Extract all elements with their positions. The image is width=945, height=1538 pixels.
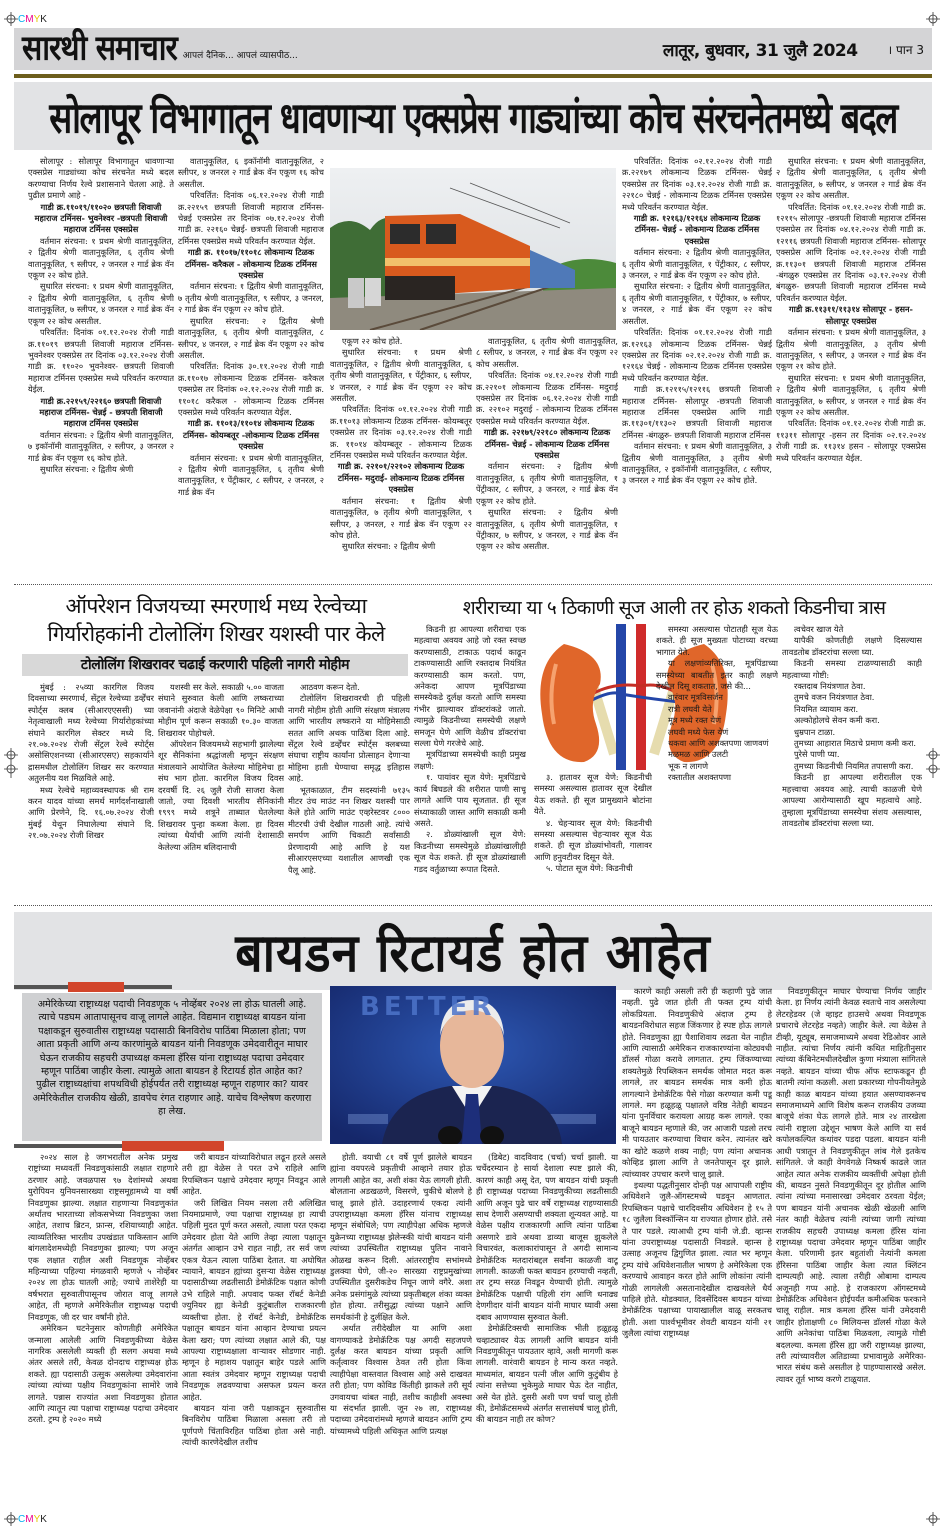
paragraph: गाडी क्र.११३११/११३१४ सोलापूर - हसन- सोलापूर एक्सप्रेस <box>789 304 913 326</box>
cmyk-mark-bottom: CMYK <box>18 1514 47 1525</box>
registration-mark-icon <box>4 1512 18 1526</box>
paragraph: परिवर्तित: दिनांक ०१.१२.२०२४ रोजी गाडी क्र. १२११५ सोलापूर -छत्रपती शिवाजी महाराज टर्मिनस एक्सप्रेस तर दिनांक ०४.१२.२०२४ रोजी गाडी क्र. १२११६ छत्रपती शिवाजी महाराज टर्मिनस- सोलापूर एक्सप्रेस आणि दिनांक ०२.१२.२०२४ रोजी गाडी क्र.११३०१ छत्रपती शिवाजी महाराज टर्मिनस -बंगळुरु एक्सप्रेस तर दिनांक ०३.१२.२०२४ रोजी बंगळुरु- छत्रपती शिवाजी महाराज टर्मिनस मध्ये परिवर्तन करण्यात येईल. <box>776 201 926 303</box>
article2-column <box>28 682 154 894</box>
article4-column <box>776 986 926 1484</box>
article1-column <box>330 336 472 574</box>
masthead-rule <box>14 74 932 78</box>
paragraph: कारणे काही असली तरी ही कहाणी पुढे जात नव्हती. पुढे जात होती ती फक्त ट्रम्प यांची लोकप्रियता. निवडणुकीचे अंदाज ट्रम्प हे बायडनविरोधात सहज जिंकणार हे स्पष्ट होऊ लागले होते. निवडणुका ह्या पैशाशिवाय लढता येत नाहीत आणि त्यासाठी अमेरिकन राजकारण्यांना कोट्यवधी डॉलर्स गोळा करावे लागतात. ट्रम्प जिंकण्याच्या शक्यतेमुळे रिपब्लिकन समर्थक जोमात मदत करू लागले, तर बायडन समर्थक मात्र कमी होऊ लागल्याने डेमोक्रॅटिक पैसे गोळा करण्यात कमी पडू लागले. मग हळूहळू पक्षातले वरिष्ठ नेतेही बायडन यांना पुनर्विचार करायला आग्रह करू लागले. एका बाजूने बायडन म्हणाले की, जर आजारी पडलो तरच मी पायउतार करण्याचा विचार करेन. त्यानंतर खरे का खोटे कळणे शक्य नाही; पण त्यांना अचानक कोव्हिड झाला आणि ते जनतेपासून दूर झाले. त्यांच्यावर उपचार करणे चालू झाले. <box>622 986 772 1179</box>
paragraph: मळमळ आणि उलटी <box>668 749 729 760</box>
registration-mark-icon <box>4 12 18 26</box>
registration-mark-icon <box>926 12 940 26</box>
paragraph: आठवण करून देतो. <box>300 682 360 692</box>
registration-mark-icon <box>926 748 940 778</box>
article1-headline-banner <box>14 82 932 150</box>
registration-mark-icon <box>926 1512 940 1526</box>
article3-column <box>414 624 526 896</box>
biden-photo <box>330 986 616 1144</box>
paragraph: परिवर्तित: दिनांक ०१.१२.२०२४ रोजी गाडी क्र.११०१९ छत्रपती शिवाजी महाराज टर्मिनस- भुवनेश्वर एक्सप्रेस तर दिनांक ०३.१२.२०२४ रोजी गाडी क्र. ११०२० भुवनेश्वर- छत्रपती शिवाजी महाराज टर्मिनस एक्सप्रेस मध्ये परिवर्तन करण्यात येईल. <box>28 327 174 395</box>
paragraph: थकवा आणि अशक्तपणा जाणवणं <box>668 738 769 749</box>
paragraph: रक्तदाब नियंत्रणात ठेवा. <box>794 681 866 692</box>
article4-headline: बायडन रिटायर्ड होत आहेत <box>235 921 711 984</box>
paragraph: ३. हातावर सूज येणे: किडनीची समस्या असल्यास हातावर सूज देखील येऊ शकते. ही सूज प्रामुख्याने बोटांना येते. <box>534 772 652 817</box>
paragraph: रात्री लघवी येते <box>668 703 712 714</box>
paragraph: परिवर्तित: दिनांक ०६.१२.२०२४ रोजी गाडी क्र.२२१५९ छत्रपती शिवाजी महाराज टर्मिनस- चेन्नई एक्सप्रेस तर दिनांक ०७.१२.२०२४ रोजी गाडी क्र. २२१६० चेन्नई- छत्रपती शिवाजी महाराज टर्मिनस एक्सप्रेस मध्ये परिवर्तन करण्यात येईल. <box>178 190 324 246</box>
paragraph: सुधारित संरचना: १ प्रथम श्रेणी वातानुकूलित, २ द्वितीय श्रेणी वातानुकूलित, ६ तृतीय श्रेणी वातानुकूलित, ७ स्लीपर, ४ जनरल २ गार्ड ब्रेक वॅन एकूण २२ कोच असतील. <box>776 156 926 201</box>
paragraph: गाडी क्र. ११०१७/११०१८ लोकमान्य टिळक टर्मिनस- करैकल - लोकमान्य टिळक टर्मिनस एक्सप्रेस <box>185 247 317 281</box>
article2-subheadline: टोलोलिंग शिखरावर चढाई करणारी पहिली नागरी मोहीम <box>22 654 408 676</box>
dateline: लातूर, बुधवार, 31 जुलै 2024 <box>662 40 858 61</box>
paragraph: लघवी मध्ये फेस येणं <box>668 726 729 737</box>
section-divider <box>14 584 932 585</box>
cmyk-mark-top: CMYK <box>18 14 47 25</box>
paragraph: रक्तातील अशक्तपणा <box>668 772 732 783</box>
article4-headline-banner <box>14 912 932 990</box>
paragraph: एकूण २२ कोच होते. <box>342 336 403 346</box>
backdrop-text: BETTER <box>360 992 496 1022</box>
article1-column <box>28 156 174 574</box>
paragraph: वातानुकूलित, ६ इकॉनॉमी वातानुकूलित, २ स्लीपर, ४ जनरल २ गार्ड ब्रेक वॅन एकूण १६ कोच असतील. <box>178 156 324 189</box>
paragraph: वर्तमान संरचना: २ द्वितीय श्रेणी वातानुकूलित, ७ इकॉनॉमी वातानुकूलित, २ स्लीपर, ३ जनरल २ गार्ड ब्रेक वॅन एकूण १६ कोच होते. <box>28 429 174 463</box>
article4-column <box>28 1152 178 1484</box>
paragraph: गाडी क्र. २२१०१/२२१०२ लोकमान्य टिळक टर्मिनस- मदुराई- लोकमान्य टिळक टर्मिनस एक्सप्रेस <box>337 461 465 495</box>
paragraph: सुधारित संरचना: २ द्वितीय श्रेणी वातानुकूलित, ६ तृतीय श्रेणी वातानुकूलित, १ पेंट्रीकार, ७ स्लीपर, ४ जनरल, २ गार्ड ब्रेक वॅन एकूण २२ कोच असतील. <box>476 507 618 552</box>
paragraph: तुमच्या आहारात मिठाचे प्रमाण कमी करा. <box>794 738 917 749</box>
paragraph: किडनी समस्या टाळण्यासाठी काही महत्वाच्या गोष्टी: <box>782 658 922 680</box>
paragraph: गाडी क्र. २२१७९/२२१८० लोकमान्य टिळक टर्मिनस- चेन्नई - लोकमान्य टिळक टर्मिनस एक्सप्रेस <box>483 427 611 461</box>
paragraph: होती. वयाची ८१ वर्षे पूर्ण झालेले बायडन ह्यांना वयपरत्वे प्रकृतीची आव्हाने तयार होऊ लागली आहेत का, अशी शंका येऊ लागली होती. बोलताना अडखळणे, विसरणे, चुकीचे बोलणे हे चालू झाले होते. उदाहरणार्थ एकदा त्यांनी उपराष्ट्राध्यक्षा कमला हॅरिस यांनाच राष्ट्राध्यक्ष म्हणून संबोधिले; पण त्याहीपेक्षा अधिक म्हणजे युक्रेनच्या राष्ट्राध्यक्ष झेलेन्स्की यांची बायडन यांनी त्यांच्या उपस्थितीत राष्ट्राध्यक्ष पुतिन नावाने ओळख करून दिली. आंतरराष्ट्रीय सभांमध्ये डुलक्या घेणे, जी-२० सारख्या राष्ट्रप्रमुखांच्या उपस्थितीत दुसरीकडेच निघून जाणे वगैरे. अशा अनेक प्रसंगांमुळे त्यांच्या प्रकृतीबद्दल शंका व्यक्त होत होत्या. तरीसुद्धा त्यांच्या पक्षाने आणि समर्थकांनी हे दुर्लक्षित केले. <box>330 1152 472 1322</box>
paragraph: मुंबई : २५व्या कारगिल विजय दिवसाच्या स्मरणार्थ, सेंट्रल रेल्वेच्या डर्व्हेंचर स्पोर्ट्स क्लब (सीआरएएससी) च्या नेतृत्वाखाली मध्य रेल्वेच्या गिर्यारोहकांच्या संघाने कारगिल सेक्टर मध्ये दि. २१.०७.२०२४ रोजी सेंट्रल रेल्वे स्पोर्ट्स असोसिएशनच्या (सीआरएसए) सहकार्याने द्रासमधील टोलोलिंग शिखर सर करण्यात अतुलनीय यश मिळविले आहे. <box>28 682 154 784</box>
section-divider <box>14 905 932 906</box>
paragraph: २. डोळ्यांखाली सूज येणे: किडनीच्या समस्येमुळे डोळ्यांखालीही सूज येऊ शकते. ही सूज डोळ्यांखाली गडद वर्तुळाच्या रूपात दिसते. <box>414 829 526 874</box>
paragraph: मध्य रेल्वेचे महाव्यवस्थापक श्री राम करन यादव यांच्या समर्थ मार्गदर्शनाखाली आणि प्रेरणेने, दि. १६.०७.२०२४ रोजी मुंबई येथून निघालेल्या संघाने दि. २१.०७.२०२४ रोजी शिखर <box>28 784 154 841</box>
article4-intro: अमेरिकेच्या राष्ट्राध्यक्ष पदाची निवडणूक ५ नोव्हेंबर २०२४ ला होऊ घातली आहे. त्याचे पडघम आतापासूनच वाजू लागले आहेत. विद्यमान राष्ट्राध्यक्ष बायडन यांना पक्षाकडून सुरुवातीस राष्ट्राध्यक्ष पदासाठी बिनविरोध पाठिंबा मिळाला होता; पण आता प्रकृती आणि अन्य कारणांमुळे बायडन यांनी निवडणूक उमेदवारीतून माघार घेऊन राजकीय सहचरी उपाध्यक्ष कमला हॅरिस यांना राष्ट्राध्यक्ष पदाचा उमेदवार म्हणून पाठिंबा जाहीर केला. त्यामुळे आता बायडन हे रिटायर्ड होत आहेत का? पुढील राष्ट्राध्यक्षांचा शपथविधी होईपर्यंत तरी राष्ट्राध्यक्ष म्हणून राहणार का? यावर अमेरिकेतील राजकीय खेळी, डावपेच रंगत राहणार आहे. याचेच विश्लेषण करणारा हा लेख. <box>22 993 322 1141</box>
paragraph: जरी बायडन यांच्याविरोधात लढून हरले असले तरी ह्या वेळेस ते परत उभे राहिले आणि रिपब्लिकन पक्षाचे उमेदवार म्हणून निवडून आले आहेत. <box>182 1152 326 1197</box>
paragraph: ऑपरेशन विजयमध्ये सहभागी झालेल्या शूर सैनिकांना श्रद्धांजली म्हणून संरक्षण मंत्रालयाने आयोजित केलेल्या मोहिमेचा हा संघ भाग होता. कारगिल विजय दिवस दरवर्षी दि. २६ जुलै रोजी साजरा केला जातो, ज्या दिवशी भारतीय सैनिकांनी १९९९ मध्ये शत्रूने ताब्यात घेतलेल्या शिखरावर पुन्हा कब्जा केला. हा दिवस त्यांच्या धैर्याची आणि त्यांनी देशासाठी केलेल्या अंतिम बलिदानाची <box>158 739 284 852</box>
paragraph: अल्कोहोलचे सेवन कमी करा. <box>794 715 880 726</box>
paragraph: गाडी क्र.११०१९/११०२० छत्रपती शिवाजी महाराज टर्मिनस- भुवनेश्वर -छत्रपती शिवाजी महाराज टर्मिनस एक्सप्रेस <box>34 201 168 235</box>
paragraph: सुधारित संरचना: १ प्रथम श्रेणी वातानुकूलित, २ द्वितीय श्रेणी वातानुकूलित, ६ तृतीय श्रेणी वातानुकूलित, ७ स्लीपर, ४ जनरल २ गार्ड ब्रेक वॅन एकूण २२ कोच असतील. <box>776 372 926 417</box>
intro-accent <box>68 982 124 992</box>
paragraph: वर्तमान संरचना: २ द्वितीय श्रेणी वातानुकूलित, ६ तृतीय श्रेणी वातानुकूलित, १ पेंट्रीकार, ८ स्लीपर, ३ जनरल, २ गार्ड ब्रेक वॅन एकूण २२ कोच होते. <box>476 461 618 506</box>
paragraph: वर्तमान संरचना: १ प्रथम श्रेणी वातानुकूलित, २ द्वितीय श्रेणी वातानुकूलित, ६ तृतीय श्रेणी वातानुकूलित, ९ स्लीपर, २ जनरल २ गार्ड ब्रेक वॅन एकूण २२ कोच होते. <box>28 235 174 281</box>
paragraph: किडनी हा आपल्या शरीराचा एक महत्वाचा अवयव आहे जो रक्त स्वच्छ करण्यासाठी, टाकाऊ पदार्थ काढून टाकण्यासाठी आणि रक्तदाब नियंत्रित करण्यासाठी काम करतो. पण, अनेकदा आपण मूत्रपिंडाच्या समस्येकडे दुर्लक्ष करतो आणि समस्या गंभीर झाल्यावर डॉक्टरांकडे जातो. त्यामुळे किडनीच्या समस्येची लक्षणे समजून घेणे आणि वेळीच डॉक्टरांचा सल्ला घेणे गरजेचे आहे. <box>414 624 526 749</box>
paragraph: मूत्र मध्ये रक्त येणं <box>668 715 722 726</box>
article2-column <box>158 682 284 894</box>
paragraph: भूक न लागणे <box>668 760 708 771</box>
paragraph: गाडी क्र.१२११५/१२११६ छत्रपती शिवाजी महाराज टर्मिनस- सोलापूर -छत्रपती शिवाजी महाराज टर्मिनस एक्सप्रेस आणि गाडी क्र.११३०१/११३०२ छत्रपती शिवाजी महाराज टर्मिनस -बंगळुरु- छत्रपती शिवाजी महाराज टर्मिनस <box>622 384 772 440</box>
paragraph: परिवर्तित: दिनांक ०४.१२.२०२४ रोजी गाडी क्र.२२१०१ लोकमान्य टिळक टर्मिनस- मदुराई एक्सप्रेस तर दिनांक ०६.१२.२०२४ रोजी गाडी क्र. २२१०२ मदुराई - लोकमान्य टिळक टर्मिनस एक्सप्रेस मध्ये परिवर्तन करण्यात येईल. <box>476 370 618 426</box>
paragraph: समस्या असल्यास पोटातही सूज येऊ शकते. ही सूज मुख्यतः पोटाच्या वरच्या भागात येते. <box>656 624 778 657</box>
paragraph: निवडणुकीतून माघार घेण्याचा निर्णय जाहीर केला. हा निर्णय त्यांनी केवळ स्वतःचे नाव असलेल्या लेटरहेडवर (जे व्हाइट हाउसचे अथवा निवडणूक प्रचाराचे लेटरहेड नव्हते) जाहीर केले. त्या वेळेस ते टीव्ही, यूट्यूब, समाजमाध्यमे अथवा रेडिओवर आले नाहीत. त्यांचा निर्णय त्यांनी कथित माहितीनुसार त्यांच्या कॅबिनेटमधीलदेखील कुणा मंत्र्याला सांगितले नव्हते. बायडन यांच्या चीफ ऑफ स्टाफकडून ही बातमी त्यांना कळली. अशा प्रकारच्या गोपनीयतेमुळे काही काळ बायडन यांच्या हयात असण्यावरूनच समाजमाध्यमे आणि विशेष करून राजकीय उजव्या बाजूचे शंका घेऊ लागले होते. मात्र २४ तारखेला त्यांनी राष्ट्राला उद्देशून भाषण केले आणि या सर्व कपोलकल्पित कथांवर पडदा पडला. बायडन यांनी आधी पत्रातून ते निवडणुकीतून लांब गेले इतकेच सांगितले. जे काही वेगवेगळे निष्कर्ष काढले जात आहेत त्यात अनेक राजकीय व्यक्तींची अपेक्षा होती की, बायडन नुसते निवडणुकीतून दूर होतील आणि त्यांना त्यांच्या मनासारखा उमेदवार ठरवता येईल; पण बायडन यांनी अचानक खेळी खेळली आणि नंतर काही वेळेतच त्यांनी त्यांच्या जागी त्यांच्या राजकीय सहचरी उपाध्यक्ष कमला हॅरिस यांना राष्ट्राध्यक्ष पदाचा उमेदवार म्हणून पाठिंबा जाहीर केला. परिणामी इतर बहुतांशी नेत्यांनी कमला हॅरिसना पाठिंबा जाहीर केला त्यात क्लिंटन दाम्पत्यही आहे. त्याला तरीही ओबामा दाम्पत्य अजूनही गप्प आहे. हे राजकारण ऑगस्टमध्ये डेमोक्रॅटिक अधिवेशन होईपर्यंत कमीअधिक फरकाने चालू राहील. मात्र कमला हॅरिस यांनी उमेदवारी जाहीर होताक्षणी ८० मिलियन्स डॉलर्स गोळा केले आणि अनेकांचा पाठिंबा मिळवला, त्यामुळे गोष्टी बदलल्या. कमला हॅरिस ह्या जरी राष्ट्राध्यक्ष झाल्या, तरी त्यांच्यावरील अतिडाव्या प्रभावामुळे अमेरिका-भारत संबंध कसे असतील हे पाहण्यासारखे असेल. त्यावर तूर्त भाष्य करणे टाळूयात. <box>776 986 926 1384</box>
newspaper-logo: सारथी समाचार <box>22 28 177 69</box>
paragraph: वर्तमान संरचना: १ प्रथम श्रेणी वातानुकूलित, ३ द्वितीय श्रेणी वातानुकूलित, ३ तृतीय श्रेणी वातानुकूलित, ९ स्लीपर, ३ जनरल २ गार्ड ब्रेक वॅन एकूण २१ कोच होते. <box>776 327 926 372</box>
paragraph: किडनी हा आपल्या शरीरातील एक महत्त्वाचा अवयव आहे. त्याची काळजी घेणे आपल्या आरोग्यासाठी खूप महत्वाचे आहे. तुम्हाला मूत्रपिंडाच्या समस्येचा संशय असल्यास, तावडतोब डॉक्टरांचा सल्ला घ्या. <box>782 772 922 828</box>
paragraph: तुमचे वजन नियंत्रणात ठेवा. <box>794 692 875 703</box>
paragraph: तुमच्या किडनीची नियमित तपासणी करा. <box>794 760 914 771</box>
paragraph: यापैकी कोणतीही लक्षणे दिसल्यास तावडतोब डॉक्टरांचा सल्ला घ्या. <box>782 635 922 657</box>
paragraph: वातानुकूलित, ६ तृतीय श्रेणी वातानुकूलित, ८ स्लीपर, ४ जनरल, २ गार्ड ब्रेक वॅन एकूण २२ कोच असतील. <box>476 336 618 369</box>
tagline: आपलं दैनिक... आपलं व्यासपीठ... <box>182 50 298 61</box>
paragraph: सुधारित संरचना: २ द्वितीय श्रेणी वातानुकूलित, ६ तृतीय श्रेणी वातानुकूलित, १ पेंट्रीकार, ७ स्लीपर, ४ जनरल, २ गार्ड ब्रेक वॅन एकूण २२ कोच असतील. <box>622 281 772 326</box>
paragraph: जरी लिखित नियम नसला तरी अलिखित नियमाप्रमाणे, ज्या पक्षाचा राष्ट्राध्यक्ष हा त्याची पहिली मुदत पूर्ण करत असतो, त्याला परत एकदा उमेदवार होता येते आणि तेव्हा त्याला पक्षातून अंतर्गत आव्हान उभे राहत नाही, तर सर्व जण एकत्र येऊन त्याला पाठिंबा देतात. या अघोषित न्यायाने, बायडन ह्यांच्या दुसऱ्या वेळेस राष्ट्राध्यक्ष पदासाठीच्या लढतीसाठी डेमोक्रॅटिक पक्षात कोणी उभे राहिले नाही. अपवाद फक्त रॉबर्ट केनेडी ज्युनियर ह्या केनेडी कुटुंबातील राजकारणी व्यक्तीचा होता. हे रॉबर्ट केनेडी, डेमोक्रॅटिक पक्षातून बायडन यांना आव्हान देण्याचा प्रयत्न केला खरा; पण त्यांच्या लक्षात आले की, पक्ष आपल्या राष्ट्राध्यक्षाला वाऱ्यावर सोडणार नाही. म्हणून हे महाशय पक्षातून बाहेर पडले आणि आता स्वतंत्र उमेदवार म्हणून राष्ट्राध्यक्ष पदाची निवडणूक लढवण्याचा असफल प्रयत्न करत आहेत. <box>182 1197 326 1402</box>
paragraph: परिवर्तित: दिनांक ३०.११.२०२४ रोजी गाडी क्र.११०१७ लोकमान्य टिळक टर्मिनस- करैकल एक्सप्रेस तर दिनांक ०२.१२.२०२४ रोजी गाडी क्र. ११०१८ करैकल - लोकमान्य टिळक टर्मिनस एक्सप्रेस मध्ये परिवर्तन करण्यात येईल. <box>178 361 324 417</box>
article3-column <box>782 624 922 896</box>
registration-mark-icon <box>4 748 18 778</box>
article2-headline: ऑपरेशन विजयच्या स्मरणार्थ मध्य रेल्वेच्या गिर्यारोहकांनी टोलोलिंग शिखर यशस्वी पार केले <box>47 594 385 646</box>
paragraph: वर्तमान संरचना: १ प्रथम श्रेणी वातानुकूलित, २ द्वितीय श्रेणी वातानुकूलित, ६ तृतीय श्रेणी वातानुकूलित, १ पेंट्रीकार, ८ स्लीपर, २ जनरल, २ गार्ड ब्रेक वॅन <box>178 452 324 497</box>
paragraph: वर्तमान संरचना: १ प्रथम श्रेणी वातानुकूलित, ३ द्वितीय श्रेणी वातानुकूलित, ३ तृतीय श्रेणी वातानुकूलित, २ इकॉनॉमी वातानुकूलित, ८ स्लीपर, ३ जनरल २ गार्ड ब्रेक वॅन एकूण २२ कोच होते. <box>622 441 772 486</box>
paragraph: परिवर्तित: दिनांक ०१.१२.२०२४ रोजी गाडी क्र.१२१६३ लोकमान्य टिळक टर्मिनस- चेन्नई एक्सप्रेस तर दिनांक ०२.१२.२०२४ रोजी गाडी क्र. १२१६४ चेन्नई - लोकमान्य टिळक टर्मिनस एक्सप्रेस मध्ये परिवर्तन करण्यात येईल. <box>622 327 772 383</box>
article4-column <box>622 986 772 1484</box>
paragraph: भूतकाळात, टीम सदस्यांनी ७१३५ मीटर उंच माउंट नन शिखर यशस्वी पार केले होते आणि माउंट एव्हरेस्टवर ८००० मीटरची उंची देखील गाठली आहे. त्यांचे समर्पण आणि चिकाटी सर्वांसाठी प्रेरणादायी आहे आणि हे यश सीआरएसएच्या यशातील आणखी एक पैलू आहे. <box>288 784 410 875</box>
paragraph: वर्तमान संरचना: २ द्वितीय श्रेणी वातानुकूलित, ६ तृतीय श्रेणी वातानुकूलित, १ पेंट्रीकार, ८ स्लीपर, ३ जनरल, २ गार्ड ब्रेक वॅन एकूण २२ कोच होते. <box>622 247 772 281</box>
intro-accent <box>122 1141 224 1151</box>
paragraph: गाडी क्र. १२१६३/१२१६४ लोकमान्य टिळक टर्मिनस- चेन्नई - लोकमान्य टिळक टर्मिनस एक्सप्रेस <box>633 213 761 246</box>
paragraph: पुरेसे पाणी प्या. <box>794 749 840 760</box>
train-photo <box>330 168 616 330</box>
paragraph: सुधारित संरचना: २ द्वितीय श्रेणी <box>40 463 134 474</box>
article1-column <box>476 336 618 574</box>
article1-column <box>178 156 324 574</box>
article1-column <box>776 156 926 574</box>
paragraph: ४. चेहऱ्यावर सूज येणे: किडनीची समस्या असल्यास चेहऱ्यावर सूज येऊ शकते. ही सूज डोळ्यांभोवती, गालावर आणि हनुवटीवर दिसून येते. <box>534 817 652 862</box>
paragraph: धुम्रपान टाळा. <box>794 726 836 737</box>
paragraph: त्वचेवर खाज येते <box>794 624 844 634</box>
paragraph: टोलोलिंग शिखरावरची ही पहिली नागरी मोहीम होती आणि संरक्षण मंत्रालय आणि भारतीय लष्कराने या मोहिमेसाठी सतत आणि अथक पाठिंबा दिला आहे. सेंट्रल रेल्वे डर्व्हेंचर स्पोर्ट्स क्लबच्या संघाचा राष्ट्रीय कार्यांना प्रोत्साहन देणाऱ्या मोहिमा हाती घेण्याचा समृद्ध इतिहास आहे. <box>288 693 410 784</box>
paragraph: डेमोक्रॅटिक्सची सामाजिक भीती हळूहळू चव्हाट्यावर येऊ लागली आणि बायडन यांनी निवडणुकीतून पायउतार व्हावे, अशी मागणी करू लागली. वारंवारी बायडन हे मान्य करत नव्हते. माध्यमांत, बायडन पत्नी जील आणि कुटुंबीय हे त्यांना सत्तेच्या भुकेमुळे माघार घेऊ देत नाहीत, असे येत होते. दुसरी अशी पण चर्चा चालू होती की, डेमोक्रॅटसमध्ये अंतर्गत सत्तासंघर्ष चालू होती, की बायडन नाही तर कोण? <box>476 1323 618 1425</box>
article3-column <box>656 624 778 896</box>
paragraph: १. पायांवर सूज येणे: मूत्रपिंडाचे कार्य बिघडले की शरीरात पाणी साचू लागते आणि पाय सूजतात. ही सूज संध्याकाळी जास्त आणि सकाळी कमी असते. <box>414 772 526 828</box>
paragraph: ५. पोटात सूज येणे: किडनीची <box>546 863 633 874</box>
paragraph: सुधारित संरचना: २ द्वितीय श्रेणी वातानुकूलित, ६ तृतीय श्रेणी वातानुकूलित, ८ स्लीपर, ४ जनरल, २ गार्ड ब्रेक वॅन एकूण २२ कोच असतील. <box>178 315 324 360</box>
article1-headline: सोलापूर विभागातून धावणाऱ्या एक्सप्रेस गाड्यांच्या कोच संरचनेतमध्ये बदल <box>49 93 897 144</box>
paragraph: सोलापूर : सोलापूर विभागातून धावणाऱ्या एक्सप्रेस गाड्यांच्या कोच संरचनेत मध्ये बदल करण्याचा निर्णय रेल्वे प्रशासनाने घेतला आहे. ते पुढील प्रमाणे आहे - <box>28 156 174 201</box>
paragraph: परिवर्तित: दिनांक ०१.१२.२०२४ रोजी गाडी क्र. ११३११ सोलापूर -हसन तर दिनांक ०२.१२.२०२४ रोजी गाडी क्र. ११३१४ हसन - सोलापूर एक्सप्रेस मध्ये परिवर्तन करण्यात येईल. <box>776 418 926 463</box>
paragraph: परिवर्तित: दिनांक ०२.१२.२०२४ रोजी गाडी क्र.२२१७९ लोकमान्य टिळक टर्मिनस- चेन्नई एक्सप्रेस तर दिनांक ०३.१२.२०२४ रोजी गाडी क्र. २२१८० चेन्नई - लोकमान्य टिळक टर्मिनस एक्सप्रेस मध्ये परिवर्तन करण्यात येईल. <box>622 156 772 212</box>
paragraph: वर्तमान संरचना: १ द्वितीय श्रेणी वातानुकूलित, ७ तृतीय श्रेणी वातानुकूलित, ९ स्लीपर, ३ जनरल, २ गार्ड ब्रेक वॅन एकूण २२ कोच होते. <box>330 495 472 540</box>
paragraph: बायडन यांना जरी पक्षाकडून सुरुवातीस बिनविरोध पाठिंबा मिळाला असला तरी तो पूर्णपणे चिंताविरहित पाठिंबा होता असे नाही. त्यांची कारणेदेखील तशीच <box>182 1402 326 1448</box>
article4-column <box>182 1152 326 1484</box>
paragraph: सुधारित संरचना: १ प्रथम श्रेणी वातानुकूलित, २ द्वितीय श्रेणी वातानुकूलित, ६ तृतीय श्रेणी वातानुकूलित, ७ स्लीपर, ४ जनरल २ गार्ड ब्रेक वॅन एकूण २२ कोच असतील. <box>28 281 174 326</box>
paragraph: २०२४ साल हे जगभरातील अनेक प्रमुख राष्ट्रांच्या मध्यवर्ती निवडणुकांसाठी लक्षात राहणारे ठरणार आहे. जवळपास ९७ देशांमध्ये अथवा युरोपियन युनियनसारख्या राष्ट्रसमूहामध्ये या वर्षी निवडणुका झाल्या. लक्षात राहणाऱ्या निवडणुकांत अर्थातच भारताच्या लोकसभेच्या निवडणुका जशा आहेत, तशाच ब्रिटन, फ्रान्स, रशियाच्याही आहेत. त्याव्यतिरिक्त भारतीय उपखंडात पाकिस्तान आणि बांगलादेशमध्येही निवडणुका झाल्या; पण अजून एक लक्षात राहील अशी निवडणूक नोव्हेंबर महिन्याच्या पहिल्या मंगळवारी म्हणजे ५ नोव्हेंबर २०२४ ला होऊ घातली आहे; ज्याचे ताशेरेही या वर्षभरात सुरुवातीपासूनच जोरात वाजू लागले आहेत, ती म्हणजे अमेरिकेतील राष्ट्राध्यक्ष पदाची निवडणूक, जी दर चार वर्षांनी होते. <box>28 1152 178 1322</box>
paragraph: इथल्या पद्धतीनुसार दोन्ही पक्ष आपापली राष्ट्रीय अधिवेशने जुलै-ऑगस्टमध्ये घडवून आणतात. रिपब्लिकन पक्षाचे चारदिवसीय अधिवेशन हे १५ ते १८ जुलैला विस्कॉन्सिन या राज्यात होणार होते. तसे ते पार पडले. त्याआधी ट्रम्प यांनी जे.डी. व्हान्स यांना उपराष्ट्राध्यक्ष पदासाठी निवडले. व्हान्स हे उत्साह अजूनच द्विगुणित झाला. त्यात भर म्हणून ट्रम्प यांचे अधिवेशनातील भाषण हे अमेरिकेला एक करण्याचे आवाहन करत होते आणि लोकांना त्यांनी गोळी लागलेली असतानादेखील दाखवलेले धैर्य पाहिले होते. थोडक्यात, दिवसेंदिवस बायडन यांच्या डेमोक्रॅटिक पक्षाच्या पायाखालील वाळू सरकतच होती. अशा पार्श्वभूमीवर शेवटी बायडन यांनी २१ जुलैला त्यांचा राष्ट्राध्यक्ष <box>622 1179 772 1339</box>
paragraph: मूत्रपिंडाच्या समस्येची काही प्रमुख लक्षणे: <box>414 749 526 771</box>
article2-column <box>288 682 410 894</box>
paragraph: अर्थात तरीदेखील या आणि अशा वागण्याकडे डेमोक्रॅटिक पक्ष अगदी सहजपणे दुर्लक्ष करत बायडन यांच्या प्रकृती आणि कर्तृत्वावर विश्वास ठेवत तरी होता किंवा त्याहीपेक्षा वास्तवात विश्वास आहे असे दाखवत तरी होता; पण कोविड किंतीही झाकले तरी सूर्य उगवायचा थांबत नाही, तशीच काहीशी अवस्था या संदर्भात झाली. जून २७ ला, राष्ट्राध्यक्ष पदाच्या उमेदवारांमध्ये म्हणजे बायडन आणि ट्रम्प यांच्यामध्ये पहिली अधिकृत आणि प्रत्यक्ष <box>330 1323 472 1436</box>
paragraph: गाडी क्र. ११०१३/११०१४ लोकमान्य टिळक टर्मिनस- कोयम्बतूर -लोकमान्य टिळक टर्मिनस एक्सप्रेस <box>182 418 320 452</box>
paragraph: अमेरिकन घटनेनुसार कोणतीही अमेरिकेत जन्माला आलेली आणि निवडणुकीच्या वेळेस नागरिक असलेली व्यक्ती ही सलग अथवा मध्ये अंतर असले तरी, केवळ दोनदाच राष्ट्राध्यक्ष होऊ शकते. ह्या पदासाठी उत्सुक असलेल्या उमेदवारांना त्यांच्या त्यांच्या पक्षीय निवडणुकांना सामोरे जावे लागते. पन्नास राज्यांत अशा निवडणुका होतात आणि त्यातून त्या पक्षाचा राष्ट्राध्यक्ष पदाचा उमेदवार ठरतो. ट्रम्प हे २०२० मध्ये <box>28 1323 178 1425</box>
page-number: । पान 3 <box>887 42 924 57</box>
masthead <box>14 28 932 70</box>
paragraph: परिवर्तित: दिनांक ०१.१२.२०२४ रोजी गाडी क्र.११०१३ लोकमान्य टिळक टर्मिनस- कोयम्बतूर एक्सप्रेस तर दिनांक ०३.१२.२०२४ रोजी गाडी क्र. ११०१४ कोयम्बतूर - लोकमान्य टिळक टर्मिनस एक्सप्रेस मध्ये परिवर्तन करण्यात येईल. <box>330 404 472 461</box>
article4-column <box>476 1152 618 1484</box>
paragraph: यशस्वी सर केले. सकाळी ५.०० वाजता संघाने सुरुवात केली आणि लष्कराच्या जवानांनी अंदाजे वेळेपेक्षा ९० मिनिटे आधी मोहीम पूर्ण करून सकाळी १०.३० वाजता शिखरावर पोहोचले. <box>158 682 284 738</box>
article4-column <box>330 1152 472 1484</box>
article3-column <box>534 772 652 896</box>
paragraph: (डिबेट) वादविवाद (चर्चा) चर्चा झाली. या चर्चेदरम्यान हे सार्या देशाला स्पष्ट झाले की, कारणं काही असू देत, पण बायडन यांची प्रकृती ही राष्ट्राध्यक्ष पदाच्या निवडणुकीच्या लढतीसाठी आणि अजून पुढे चार वर्षे राष्ट्राध्यक्ष राहण्यासाठी साथ देणारी असण्याची शक्यता शून्यवत आहे. या वेळेस पक्षीय राजकारणी आणि त्यांना पाठिंबा असणारे डावे अथवा डाव्या बाजूस झुकलेले विचारवंत, कलाकारांपासून ते अगदी सामान्य डेमोक्रॅटिक मतदारांबद्दल सर्वांना काळजी वाटू लागली. काळजी फक्त बायडन हरण्याची नव्हती, तर ट्रम्प सरळ निवडून येण्याची होती. त्यामुळे डेमोक्रॅटिक पक्षाची पहिली रांग आणि धनाढ्य देणगीदार यांनी बायडन यांनी माघार घ्यावी असा दबाव आणण्यास सुरुवात केली. <box>476 1152 618 1322</box>
article1-column <box>622 156 772 574</box>
article3-headline: शरीराच्या या ५ ठिकाणी सूज आली तर होऊ शकतो किडनीचा त्रास <box>462 597 886 619</box>
paragraph: सुधारित संरचना: २ द्वितीय श्रेणी <box>342 541 436 552</box>
paragraph: नियमित व्यायाम करा. <box>794 703 859 714</box>
paragraph: सुधारित संरचना: १ प्रथम श्रेणी वातानुकूलित, २ द्वितीय श्रेणी वातानुकूलित, ६ तृतीय श्रेणी वातानुकूलित, १ पेंट्रीकार, ६ स्लीपर, ४ जनरल, २ गार्ड ब्रेक वॅन एकूण २२ कोच असतील. <box>330 347 472 404</box>
paragraph: वारंवार मूत्रविसर्जन <box>668 692 723 703</box>
paragraph: या लक्षणांव्यतिरिक्त, मूत्रपिंडाच्या समस्येच्या बाबतीत इतर काही लक्षणे देखील दिसू शकतात, जसे की... <box>656 658 778 692</box>
paragraph: गाडी क्र.२२१५९/२२१६० छत्रपती शिवाजी महाराज टर्मिनस- चेन्नई - छत्रपती शिवाजी महाराज टर्मिनस एक्सप्रेस <box>39 395 163 429</box>
paragraph: वर्तमान संरचना: १ द्वितीय श्रेणी वातानुकूलित, ७ तृतीय श्रेणी वातानुकूलित, ९ स्लीपर, ३ जनरल, २ गार्ड ब्रेक वॅन एकूण २२ कोच होते. <box>178 281 324 315</box>
